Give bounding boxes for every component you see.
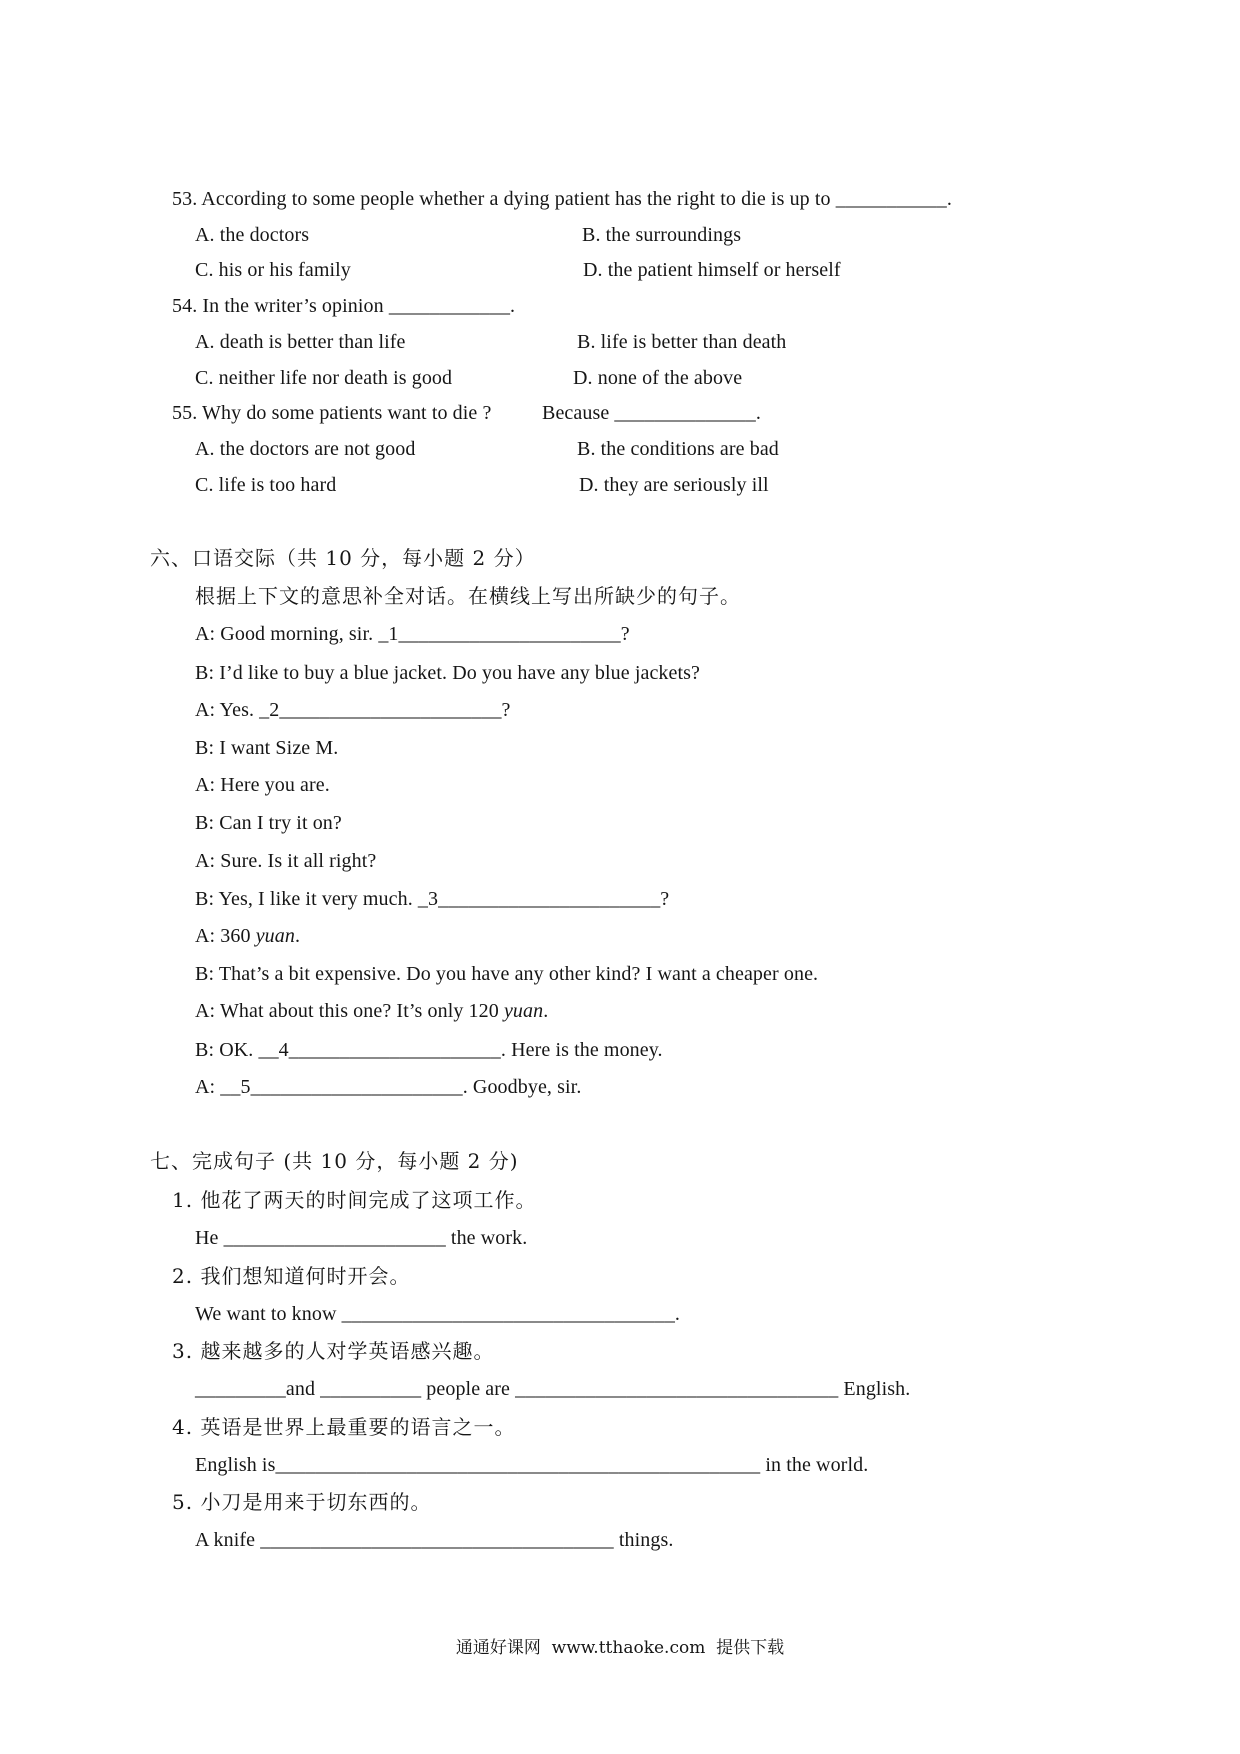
section-title: 六、口语交际（共 10 分，每小题 2 分） — [150, 546, 536, 570]
option-a: A. the doctors — [195, 224, 310, 246]
option-d: D. the patient himself or herself — [583, 259, 841, 281]
question-stem: 55. Why do some patients want to die ? — [172, 402, 492, 424]
dialogue-line: A: Good morning, sir. _1______________________? — [195, 623, 630, 645]
dialogue-punct: . — [294, 925, 301, 947]
option-b: B. the surroundings — [582, 224, 742, 246]
option-b: B. the conditions are bad — [577, 438, 779, 460]
section-title: 七、完成句子 (共 10 分，每小题 2 分) — [150, 1149, 519, 1173]
sentence-prompt: 4. 英语是世界上最重要的语言之一。 — [172, 1415, 516, 1439]
dialogue-line: A: Here you are. — [195, 774, 330, 796]
question-stem: 53. According to some people whether a dying patient has the right to die is up to ___________. — [172, 188, 952, 210]
dialogue-line: B: I’d like to buy a blue jacket. Do you have any blue jackets? — [195, 662, 701, 684]
option-c: C. his or his family — [195, 259, 351, 281]
option-a: A. the doctors are not good — [195, 438, 416, 460]
sentence-prompt: 3. 越来越多的人对学英语感兴趣。 — [172, 1339, 495, 1363]
dialogue-text: A: 360 — [195, 925, 256, 947]
dialogue-line: A: __5_____________________. Goodbye, sir. — [195, 1076, 582, 1098]
sentence-prompt: 5. 小刀是用来于切东西的。 — [172, 1490, 432, 1514]
page-footer: 通通好课网 www.tthaoke.com 提供下载 — [455, 1638, 785, 1658]
question-stem: 54. In the writer’s opinion ____________. — [172, 295, 516, 317]
dialogue-line: B: That’s a bit expensive. Do you have any other kind? I want a cheaper one. — [195, 963, 819, 985]
dialogue-line: B: Yes, I like it very much. _3______________________? — [195, 888, 670, 910]
option-d: D. none of the above — [573, 367, 743, 389]
dialogue-italic-word: yuan — [255, 925, 295, 947]
sentence-answer-line: English is________________________________________________ in the world. — [195, 1454, 869, 1476]
sentence-prompt: 1. 他花了两天的时间完成了这项工作。 — [172, 1188, 537, 1212]
sentence-answer-line: He ______________________ the work. — [195, 1227, 528, 1249]
dialogue-line — [195, 999, 548, 1023]
dialogue-line: B: I want Size M. — [195, 737, 339, 759]
sentence-answer-line: We want to know _________________________________. — [195, 1303, 681, 1325]
dialogue-text: A: What about this one? It’s only 120 — [195, 1000, 504, 1022]
sentence-answer-line: _________and __________ people are ________________________________ English. — [195, 1378, 911, 1400]
question-stem-tail: Because ______________. — [542, 402, 761, 424]
sentence-answer-line: A knife ___________________________________ things. — [195, 1529, 674, 1551]
dialogue-punct: . — [543, 1000, 549, 1022]
dialogue-line: B: Can I try it on? — [195, 812, 342, 834]
sentence-prompt: 2. 我们想知道何时开会。 — [172, 1264, 411, 1288]
option-a: A. death is better than life — [195, 331, 406, 353]
option-d: D. they are seriously ill — [579, 474, 769, 496]
dialogue-line: B: OK. __4_____________________. Here is the money. — [195, 1039, 663, 1061]
dialogue-line: A: Yes. _2______________________? — [195, 699, 511, 721]
option-c: C. life is too hard — [195, 474, 337, 496]
option-b: B. life is better than death — [577, 331, 787, 353]
option-c: C. neither life nor death is good — [195, 367, 453, 389]
dialogue-line — [195, 924, 300, 948]
section-instruction: 根据上下文的意思补全对话。在横线上写出所缺少的句子。 — [195, 584, 741, 608]
dialogue-italic-word: yuan — [503, 1000, 544, 1022]
dialogue-line: A: Sure. Is it all right? — [195, 850, 377, 872]
